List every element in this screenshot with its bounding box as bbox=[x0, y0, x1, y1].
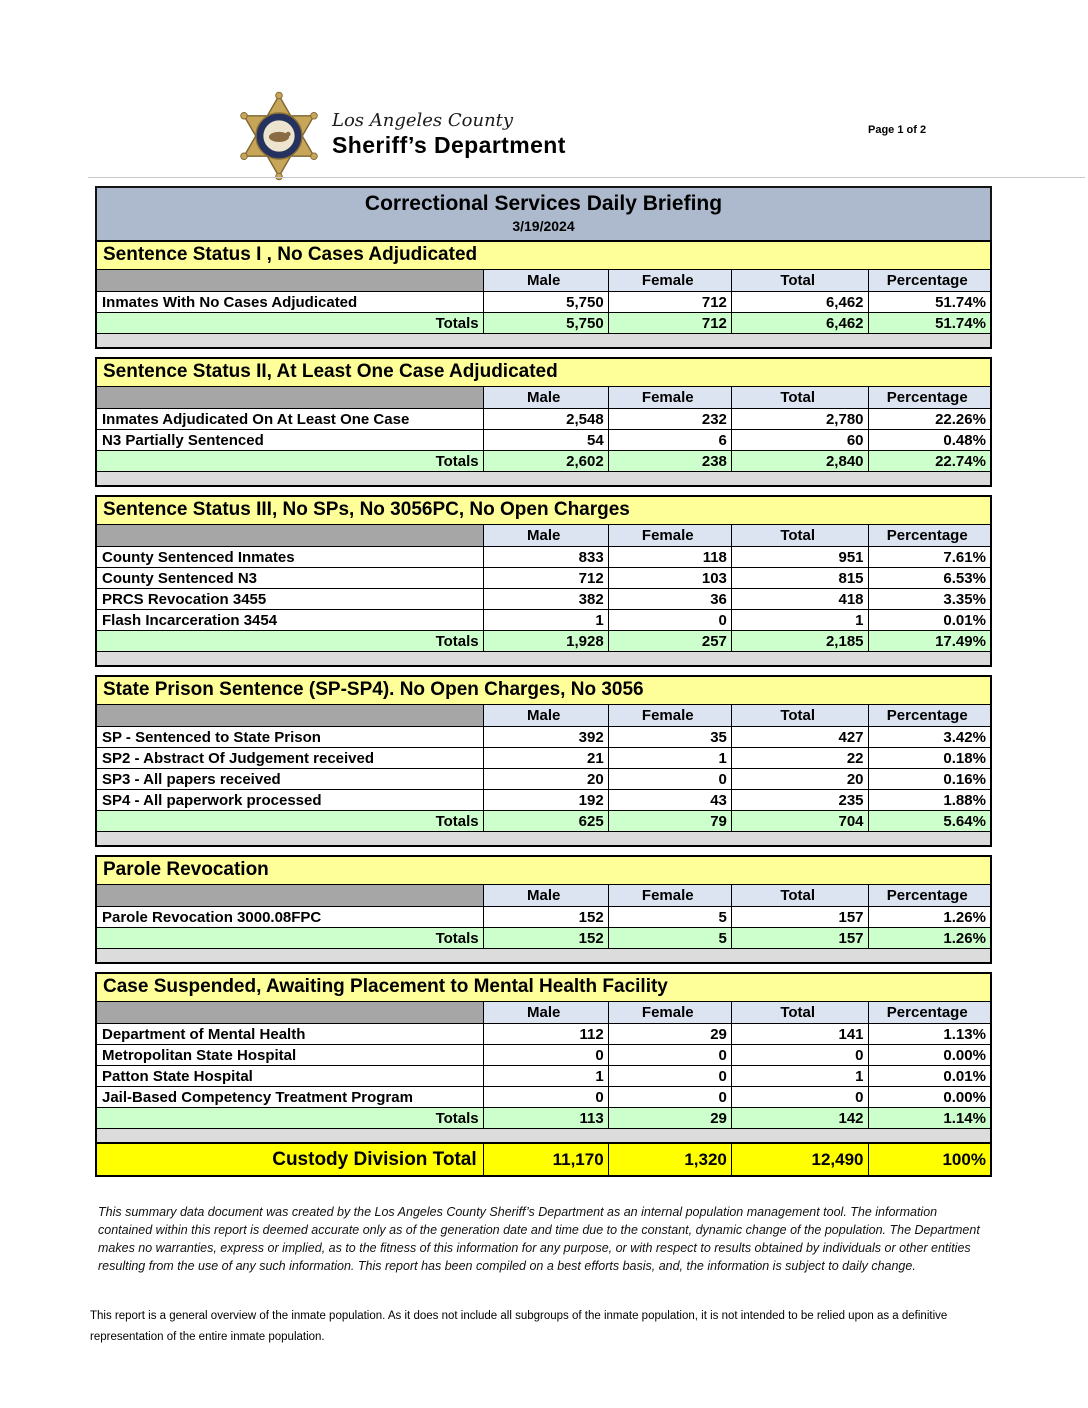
section-title: State Prison Sentence (SP-SP4). No Open Charges, No 3056 bbox=[97, 677, 990, 705]
value-cell: 6.53% bbox=[869, 568, 990, 589]
totals-value: 238 bbox=[609, 451, 732, 472]
spacer-row bbox=[97, 472, 990, 485]
column-header: Percentage bbox=[869, 270, 990, 292]
row-label-header-cell bbox=[97, 1002, 484, 1024]
table-row bbox=[97, 769, 990, 790]
section-table bbox=[95, 495, 992, 667]
value-cell: 2,548 bbox=[484, 409, 609, 430]
value-cell: 815 bbox=[732, 568, 869, 589]
row-label-header-cell bbox=[97, 270, 484, 292]
value-cell: 427 bbox=[732, 727, 869, 748]
totals-value: 5 bbox=[609, 928, 732, 949]
column-header: Male bbox=[484, 387, 609, 409]
value-cell: 0 bbox=[484, 1045, 609, 1066]
row-label-header-cell bbox=[97, 885, 484, 907]
value-cell: 1 bbox=[732, 610, 869, 631]
totals-value: 1.26% bbox=[869, 928, 990, 949]
column-header: Percentage bbox=[869, 525, 990, 547]
totals-row bbox=[97, 631, 990, 652]
row-label: Flash Incarceration 3454 bbox=[97, 610, 484, 631]
logo-county-text: Los Angeles County bbox=[332, 110, 514, 131]
column-header-row bbox=[97, 270, 990, 292]
spacer-row bbox=[97, 1129, 990, 1142]
table-row bbox=[97, 430, 990, 451]
spacer-row bbox=[97, 832, 990, 845]
value-cell: 1 bbox=[484, 1066, 609, 1087]
value-cell: 382 bbox=[484, 589, 609, 610]
custody-division-total-table bbox=[95, 1142, 992, 1177]
sheriff-star-badge-icon bbox=[233, 90, 325, 182]
value-cell: 0 bbox=[609, 1066, 732, 1087]
value-cell: 712 bbox=[484, 568, 609, 589]
row-label: SP - Sentenced to State Prison bbox=[97, 727, 484, 748]
value-cell: 0.01% bbox=[869, 610, 990, 631]
totals-label: Totals bbox=[97, 313, 484, 334]
table-row bbox=[97, 907, 990, 928]
value-cell: 1 bbox=[484, 610, 609, 631]
totals-row bbox=[97, 313, 990, 334]
value-cell: 418 bbox=[732, 589, 869, 610]
column-header: Male bbox=[484, 270, 609, 292]
value-cell: 3.35% bbox=[869, 589, 990, 610]
table-row bbox=[97, 610, 990, 631]
column-header: Female bbox=[609, 387, 732, 409]
value-cell: 0.48% bbox=[869, 430, 990, 451]
value-cell: 112 bbox=[484, 1024, 609, 1045]
value-cell: 192 bbox=[484, 790, 609, 811]
column-header: Total bbox=[732, 1002, 869, 1024]
value-cell: 22 bbox=[732, 748, 869, 769]
totals-value: 625 bbox=[484, 811, 609, 832]
column-header: Percentage bbox=[869, 387, 990, 409]
table-row bbox=[97, 568, 990, 589]
totals-row bbox=[97, 1108, 990, 1129]
column-header-row bbox=[97, 525, 990, 547]
value-cell: 51.74% bbox=[869, 292, 990, 313]
column-header-row bbox=[97, 705, 990, 727]
value-cell: 6,462 bbox=[732, 292, 869, 313]
row-label-header-cell bbox=[97, 705, 484, 727]
table-row bbox=[97, 589, 990, 610]
table-row bbox=[97, 292, 990, 313]
value-cell: 103 bbox=[609, 568, 732, 589]
totals-value: 2,185 bbox=[732, 631, 869, 652]
value-cell: 20 bbox=[732, 769, 869, 790]
section-title: Sentence Status I , No Cases Adjudicated bbox=[97, 242, 990, 270]
column-header: Male bbox=[484, 525, 609, 547]
table-row bbox=[97, 1045, 990, 1066]
column-header: Female bbox=[609, 885, 732, 907]
grand-total-male: 11,170 bbox=[484, 1144, 609, 1175]
column-header: Total bbox=[732, 387, 869, 409]
row-label: SP2 - Abstract Of Judgement received bbox=[97, 748, 484, 769]
report-title: Correctional Services Daily Briefing bbox=[364, 192, 723, 215]
column-header: Total bbox=[732, 885, 869, 907]
value-cell: 235 bbox=[732, 790, 869, 811]
value-cell: 3.42% bbox=[869, 727, 990, 748]
totals-value: 51.74% bbox=[869, 313, 990, 334]
value-cell: 1.13% bbox=[869, 1024, 990, 1045]
value-cell: 157 bbox=[732, 907, 869, 928]
value-cell: 152 bbox=[484, 907, 609, 928]
value-cell: 43 bbox=[609, 790, 732, 811]
totals-value: 79 bbox=[609, 811, 732, 832]
value-cell: 392 bbox=[484, 727, 609, 748]
column-header-row bbox=[97, 387, 990, 409]
totals-value: 1.14% bbox=[869, 1108, 990, 1129]
row-label: PRCS Revocation 3455 bbox=[97, 589, 484, 610]
value-cell: 118 bbox=[609, 547, 732, 568]
value-cell: 1.88% bbox=[869, 790, 990, 811]
value-cell: 0 bbox=[609, 769, 732, 790]
column-header: Female bbox=[609, 1002, 732, 1024]
table-row bbox=[97, 1024, 990, 1045]
row-label-header-cell bbox=[97, 387, 484, 409]
column-header: Male bbox=[484, 705, 609, 727]
footnote-text: This report is a general overview of the inmate population. As it does not include all subgroups of the inmate population, it is not intended to be relied upon as a definitive representation of the entire inmate population. bbox=[90, 1310, 948, 1344]
totals-value: 1,928 bbox=[484, 631, 609, 652]
totals-value: 142 bbox=[732, 1108, 869, 1129]
agency-brand bbox=[332, 110, 566, 159]
value-cell: 0.00% bbox=[869, 1045, 990, 1066]
table-row bbox=[97, 1066, 990, 1087]
column-header: Total bbox=[732, 270, 869, 292]
column-header: Male bbox=[484, 1002, 609, 1024]
row-label: SP4 - All paperwork processed bbox=[97, 790, 484, 811]
column-header: Female bbox=[609, 705, 732, 727]
value-cell: 29 bbox=[609, 1024, 732, 1045]
value-cell: 712 bbox=[609, 292, 732, 313]
column-header: Percentage bbox=[869, 705, 990, 727]
value-cell: 951 bbox=[732, 547, 869, 568]
totals-row bbox=[97, 451, 990, 472]
value-cell: 0 bbox=[484, 1087, 609, 1108]
value-cell: 0.16% bbox=[869, 769, 990, 790]
column-header: Male bbox=[484, 885, 609, 907]
column-header: Percentage bbox=[869, 1002, 990, 1024]
report-title-block bbox=[95, 186, 992, 242]
value-cell: 0 bbox=[732, 1087, 869, 1108]
table-row bbox=[97, 790, 990, 811]
section-table bbox=[95, 972, 992, 1144]
totals-label: Totals bbox=[97, 1108, 484, 1129]
header-divider-rule bbox=[88, 177, 1085, 178]
spacer-row bbox=[97, 652, 990, 665]
totals-value: 2,602 bbox=[484, 451, 609, 472]
value-cell: 54 bbox=[484, 430, 609, 451]
value-cell: 6 bbox=[609, 430, 732, 451]
totals-label: Totals bbox=[97, 631, 484, 652]
value-cell: 0.18% bbox=[869, 748, 990, 769]
totals-value: 17.49% bbox=[869, 631, 990, 652]
value-cell: 0 bbox=[609, 1045, 732, 1066]
value-cell: 7.61% bbox=[869, 547, 990, 568]
totals-label: Totals bbox=[97, 811, 484, 832]
value-cell: 2,780 bbox=[732, 409, 869, 430]
section-table bbox=[95, 855, 992, 964]
section-table bbox=[95, 675, 992, 847]
value-cell: 0.00% bbox=[869, 1087, 990, 1108]
row-label: Patton State Hospital bbox=[97, 1066, 484, 1087]
totals-value: 22.74% bbox=[869, 451, 990, 472]
totals-value: 29 bbox=[609, 1108, 732, 1129]
section-title: Case Suspended, Awaiting Placement to Mental Health Facility bbox=[97, 974, 990, 1002]
grand-total-label: Custody Division Total bbox=[97, 1144, 484, 1175]
grand-total-female: 1,320 bbox=[609, 1144, 732, 1175]
row-label: County Sentenced N3 bbox=[97, 568, 484, 589]
totals-label: Totals bbox=[97, 928, 484, 949]
grand-total-percentage: 100% bbox=[869, 1144, 990, 1175]
logo-department-text: Sheriff’s Department bbox=[332, 132, 566, 158]
row-label: Jail-Based Competency Treatment Program bbox=[97, 1087, 484, 1108]
row-label: SP3 - All papers received bbox=[97, 769, 484, 790]
value-cell: 1 bbox=[732, 1066, 869, 1087]
value-cell: 5 bbox=[609, 907, 732, 928]
row-label: Metropolitan State Hospital bbox=[97, 1045, 484, 1066]
row-label: N3 Partially Sentenced bbox=[97, 430, 484, 451]
value-cell: 20 bbox=[484, 769, 609, 790]
column-header: Female bbox=[609, 525, 732, 547]
report-content bbox=[95, 186, 992, 1276]
grand-total-total: 12,490 bbox=[732, 1144, 869, 1175]
value-cell: 1 bbox=[609, 748, 732, 769]
totals-value: 2,840 bbox=[732, 451, 869, 472]
value-cell: 232 bbox=[609, 409, 732, 430]
value-cell: 0 bbox=[609, 610, 732, 631]
value-cell: 0 bbox=[609, 1087, 732, 1108]
spacer-row bbox=[97, 334, 990, 347]
column-header: Total bbox=[732, 525, 869, 547]
section-table bbox=[95, 240, 992, 349]
totals-value: 113 bbox=[484, 1108, 609, 1129]
totals-row bbox=[97, 811, 990, 832]
value-cell: 833 bbox=[484, 547, 609, 568]
value-cell: 0 bbox=[732, 1045, 869, 1066]
row-label: Parole Revocation 3000.08FPC bbox=[97, 907, 484, 928]
spacer-row bbox=[97, 949, 990, 962]
totals-value: 257 bbox=[609, 631, 732, 652]
totals-label: Totals bbox=[97, 451, 484, 472]
value-cell: 1.26% bbox=[869, 907, 990, 928]
row-label-header-cell bbox=[97, 525, 484, 547]
value-cell: 141 bbox=[732, 1024, 869, 1045]
section-table bbox=[95, 357, 992, 487]
row-label: Department of Mental Health bbox=[97, 1024, 484, 1045]
row-label: County Sentenced Inmates bbox=[97, 547, 484, 568]
section-title: Sentence Status II, At Least One Case Adjudicated bbox=[97, 359, 990, 387]
value-cell: 60 bbox=[732, 430, 869, 451]
table-row bbox=[97, 547, 990, 568]
totals-value: 152 bbox=[484, 928, 609, 949]
totals-value: 704 bbox=[732, 811, 869, 832]
value-cell: 36 bbox=[609, 589, 732, 610]
row-label: Inmates With No Cases Adjudicated bbox=[97, 292, 484, 313]
report-date: 3/19/2024 bbox=[512, 218, 575, 234]
table-row bbox=[97, 748, 990, 769]
page-number-label: Page 1 of 2 bbox=[868, 124, 927, 136]
totals-value: 6,462 bbox=[732, 313, 869, 334]
section-title: Parole Revocation bbox=[97, 857, 990, 885]
row-label: Inmates Adjudicated On At Least One Case bbox=[97, 409, 484, 430]
table-row bbox=[97, 727, 990, 748]
value-cell: 35 bbox=[609, 727, 732, 748]
grand-total-row bbox=[97, 1144, 990, 1175]
column-header-row bbox=[97, 1002, 990, 1024]
disclaimer-text: This summary data document was created by the Los Angeles County Sheriff’s Department as an internal population management tool. The information contained within this report is deemed accurate only as of the generation date and time due to the constant, dynamic change of the population. The Department makes no warranties, express or implied, as to the fitness of this information for any purpose, or with respect to results obtained by individuals or other entities resulting from the use of any such information. This report has been compiled on a best efforts basis, and, the information is subject to daily change. bbox=[98, 1205, 980, 1274]
value-cell: 21 bbox=[484, 748, 609, 769]
table-row bbox=[97, 1087, 990, 1108]
totals-value: 5.64% bbox=[869, 811, 990, 832]
totals-value: 157 bbox=[732, 928, 869, 949]
sections-list bbox=[95, 240, 992, 1144]
totals-row bbox=[97, 928, 990, 949]
table-row bbox=[97, 409, 990, 430]
totals-value: 712 bbox=[609, 313, 732, 334]
value-cell: 22.26% bbox=[869, 409, 990, 430]
section-title: Sentence Status III, No SPs, No 3056PC, No Open Charges bbox=[97, 497, 990, 525]
totals-value: 5,750 bbox=[484, 313, 609, 334]
column-header: Percentage bbox=[869, 885, 990, 907]
column-header-row bbox=[97, 885, 990, 907]
column-header: Total bbox=[732, 705, 869, 727]
column-header: Female bbox=[609, 270, 732, 292]
value-cell: 5,750 bbox=[484, 292, 609, 313]
value-cell: 0.01% bbox=[869, 1066, 990, 1087]
